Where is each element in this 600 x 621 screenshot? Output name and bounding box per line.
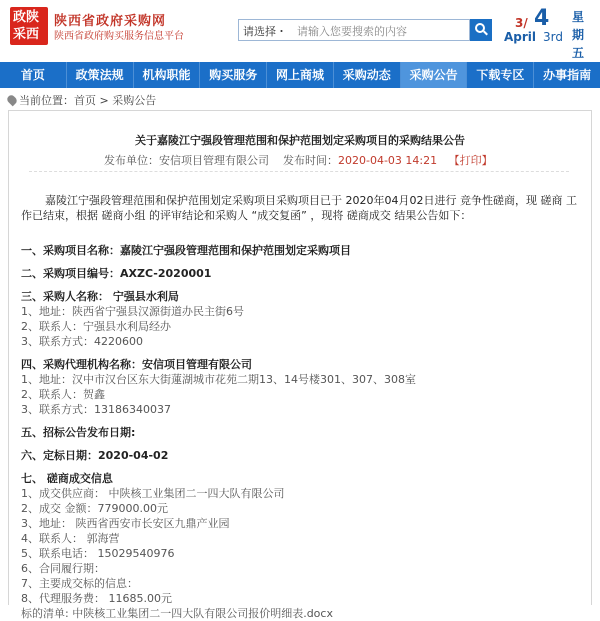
nav-institutions[interactable]: 机构职能 — [134, 62, 201, 88]
breadcrumb-label: 当前位置： — [19, 94, 74, 107]
nav-purchase-services[interactable]: 购买服务 — [200, 62, 267, 88]
search-input[interactable] — [238, 19, 470, 41]
nav-procurement-news[interactable]: 采购动态 — [334, 62, 401, 88]
search-icon-handle — [483, 31, 488, 36]
site-title: 陕西省政府采购网 — [54, 14, 167, 29]
result-item-list-link[interactable]: 标的清单: 中陕核工业集团二一四大队有限公司报价明细表.docx — [21, 607, 333, 620]
agency-address: 1、地址：汉中市汉台区东大街蓮湖城市花苑二期13、14号楼301、307、308室 — [21, 373, 416, 386]
agency-contact: 2、联系人：贺鑫 — [21, 388, 105, 401]
section-purchaser: 三、采购人名称： 宁强县水利局 — [21, 290, 179, 303]
publish-time: 2020-04-03 14:21 — [338, 154, 438, 167]
site-header — [0, 0, 600, 60]
logo-line1: 政陕 — [13, 10, 40, 25]
result-contact: 4、联系人： 郭海营 — [21, 532, 120, 545]
article-title: 关于嘉陵江宁强段管理范围和保护范围划定采购项目的采购结果公告 — [135, 134, 465, 147]
divider — [29, 171, 569, 172]
search-placeholder: 请输入您要搜索的内容 — [297, 25, 407, 38]
result-main-items: 7、主要成交标的信息： — [21, 577, 138, 590]
result-amount: 2、成交 金额：779000.00元 — [21, 502, 168, 515]
site-subtitle: 陕西省政府购买服务信息平台 — [54, 31, 184, 42]
date-day: 4 — [534, 6, 550, 31]
result-address: 3、地址： 陕西省西安市长安区九鼎产业园 — [21, 517, 230, 530]
article-container — [8, 110, 592, 620]
result-agency-fee: 8、代理服务费： 11685.00元 — [21, 592, 172, 605]
logo-line2: 采西 — [13, 27, 40, 42]
result-supplier: 1、成交供应商： 中陕核工业集团二一四大队有限公司 — [21, 487, 285, 500]
publisher: 安信项目管理有限公司 — [159, 154, 269, 167]
nav-procurement-notices[interactable]: 采购公告 — [401, 62, 468, 88]
article-meta: 发布单位：安信项目管理有限公司 发布时间：2020-04-03 14:21 【打印】 — [104, 154, 493, 167]
date-month-number: 3/ — [515, 16, 528, 30]
date-ordinal: 3rd — [543, 30, 563, 44]
breadcrumb: 当前位置：首页 > 采购公告 — [8, 92, 156, 108]
purchaser-address: 1、地址：陕西省宁强县汉源街道办民主街6号 — [21, 305, 244, 318]
intro-paragraph: 嘉陵江宁强段管理范围和保护范围划定采购项目采购项目已于 2020年04月02日进行 竞争性磋商，现 磋商 工作已结束，根据 磋商小组 的评审结论和采购人 “成交复函” ，现将 磋商成交 结果公告如下： — [21, 194, 577, 222]
breadcrumb-current[interactable]: 采购公告 — [112, 94, 157, 107]
result-phone: 5、联系电话： 15029540976 — [21, 547, 175, 560]
nav-home[interactable]: 首页 — [0, 62, 67, 88]
nav-downloads[interactable]: 下载专区 — [467, 62, 534, 88]
nav-guide[interactable]: 办事指南 — [543, 68, 592, 82]
site-logo[interactable] — [10, 7, 48, 45]
date-month-name: April — [504, 30, 537, 44]
print-link[interactable]: 【打印】 — [448, 154, 493, 167]
breadcrumb-home[interactable]: 首页 — [74, 94, 96, 107]
section-agency: 四、采购代理机构名称：安信项目管理有限公司 — [21, 358, 252, 371]
nav-policy[interactable]: 政策法规 — [67, 62, 134, 88]
section-project-name: 一、采购项目名称：嘉陵江宁强段管理范围和保护范围划定采购项目 — [21, 244, 351, 257]
agency-phone: 3、联系方式：13186340037 — [21, 403, 171, 416]
section-notice-date: 五、招标公告发布日期: — [21, 426, 136, 439]
main-nav — [0, 62, 600, 88]
nav-online-mall[interactable]: 网上商城 — [267, 62, 334, 88]
section-result: 七、 磋商成交信息 — [21, 472, 113, 485]
result-contract-period: 6、合同履行期： — [21, 562, 105, 575]
search-scope-select[interactable]: 请选择・ — [243, 25, 287, 38]
purchaser-contact: 2、联系人：宁强县水利局经办 — [21, 320, 171, 333]
purchaser-phone: 3、联系方式：4220600 — [21, 335, 143, 348]
search-button[interactable] — [470, 19, 492, 41]
date-weekday: 星期五 — [572, 10, 585, 60]
section-award-date: 六、定标日期：2020-04-02 — [21, 449, 169, 462]
section-project-number: 二、采购项目编号：AXZC-2020001 — [21, 267, 212, 280]
location-pin-icon — [6, 94, 19, 107]
